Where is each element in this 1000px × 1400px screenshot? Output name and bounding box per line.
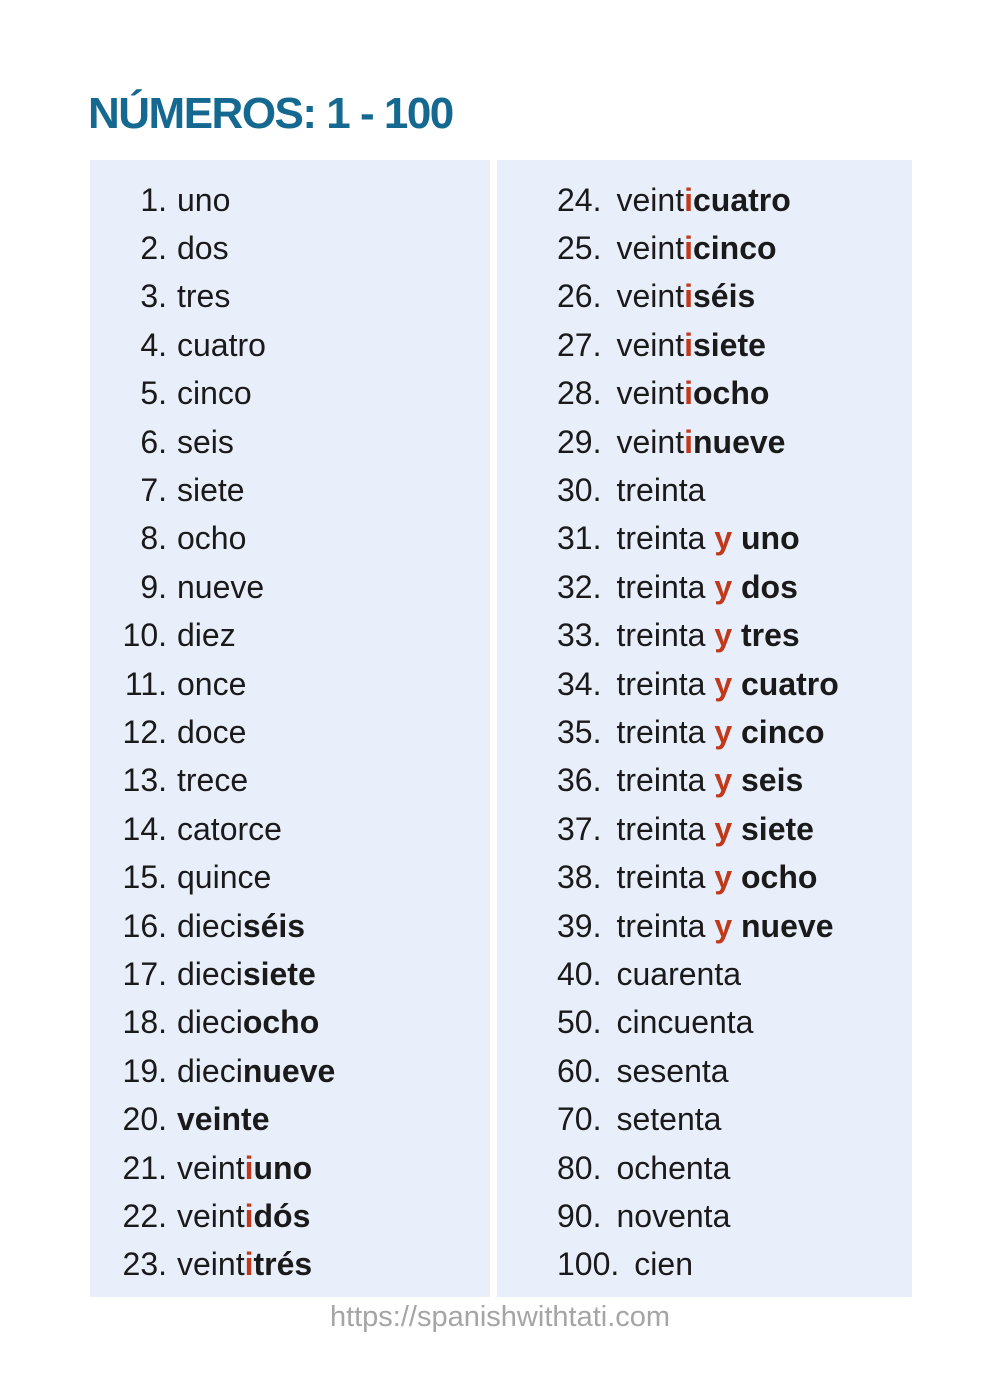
item-number: 18. <box>122 1004 167 1041</box>
list-item <box>497 370 912 418</box>
item-number: 7. <box>140 472 167 509</box>
list-item <box>497 805 912 853</box>
item-number: 17. <box>122 955 167 992</box>
list-item <box>497 515 912 563</box>
numbers-list-left <box>90 176 490 1289</box>
list-item <box>90 999 490 1047</box>
list-item <box>497 176 912 224</box>
list-item <box>497 999 912 1047</box>
list-item <box>497 224 912 272</box>
item-word: setenta <box>616 1101 722 1138</box>
item-number: 39. <box>557 907 602 944</box>
item-number: 60. <box>557 1052 602 1089</box>
list-item <box>497 1095 912 1143</box>
item-number: 50. <box>557 1004 602 1041</box>
item-number: 15. <box>122 859 167 896</box>
item-word: quince <box>177 859 272 896</box>
item-number: 14. <box>122 810 167 847</box>
item-number: 6. <box>140 423 167 460</box>
item-number: 29. <box>557 423 602 460</box>
item-word: ocho <box>177 520 247 557</box>
item-number: 10. <box>122 617 167 654</box>
item-word: dieciocho <box>177 1004 320 1041</box>
item-word: dieciséis <box>177 907 306 944</box>
item-word: nueve <box>177 568 265 605</box>
item-word: treinta y siete <box>616 810 814 847</box>
item-word: veinte <box>177 1101 270 1138</box>
list-item <box>497 1192 912 1240</box>
item-number: 100. <box>557 1246 620 1283</box>
list-item <box>90 1192 490 1240</box>
footer-url: https://spanishwithtati.com <box>329 1301 671 1333</box>
list-item <box>497 1047 912 1095</box>
item-word: noventa <box>616 1197 731 1234</box>
list-item <box>90 805 490 853</box>
item-word: veintiuno <box>177 1149 313 1186</box>
item-word: doce <box>177 713 247 750</box>
list-item <box>497 902 912 950</box>
list-item <box>497 660 912 708</box>
list-item <box>497 273 912 321</box>
item-word: treinta y seis <box>616 762 804 799</box>
list-item <box>90 321 490 369</box>
item-number: 24. <box>557 181 602 218</box>
list-item <box>90 902 490 950</box>
item-word: trece <box>177 762 249 799</box>
item-number: 23. <box>122 1246 167 1283</box>
item-number: 12. <box>122 713 167 750</box>
item-number: 35. <box>557 713 602 750</box>
item-number: 2. <box>140 230 167 267</box>
item-word: diecinueve <box>177 1052 336 1089</box>
item-number: 5. <box>140 375 167 412</box>
item-word: diez <box>177 617 236 654</box>
item-word: cien <box>634 1246 693 1283</box>
item-word: once <box>177 665 247 702</box>
item-number: 3. <box>140 278 167 315</box>
item-word: veintidós <box>177 1197 311 1234</box>
item-word: veintiséis <box>616 278 756 315</box>
numbers-panel-left <box>90 160 490 1297</box>
item-number: 90. <box>557 1197 602 1234</box>
list-item <box>90 224 490 272</box>
list-item <box>90 1095 490 1143</box>
item-word: uno <box>177 181 231 218</box>
item-number: 70. <box>557 1101 602 1138</box>
list-item <box>90 950 490 998</box>
item-word: veintitrés <box>177 1246 313 1283</box>
list-item <box>90 660 490 708</box>
item-number: 34. <box>557 665 602 702</box>
list-item <box>90 1144 490 1192</box>
item-word: veinticinco <box>616 230 777 267</box>
item-word: treinta y tres <box>616 617 800 654</box>
item-number: 36. <box>557 762 602 799</box>
item-word: tres <box>177 278 231 315</box>
item-word: veintisiete <box>616 326 766 363</box>
list-item <box>90 563 490 611</box>
list-item <box>90 1241 490 1289</box>
list-item <box>90 273 490 321</box>
list-item <box>497 757 912 805</box>
item-word: treinta <box>616 472 706 509</box>
item-number: 1. <box>140 181 167 218</box>
item-word: veintinueve <box>616 423 786 460</box>
list-item <box>497 563 912 611</box>
item-number: 16. <box>122 907 167 944</box>
item-word: treinta y cinco <box>616 713 825 750</box>
item-word: veinticuatro <box>616 181 791 218</box>
item-word: veintiocho <box>616 375 770 412</box>
item-number: 8. <box>140 520 167 557</box>
item-number: 4. <box>140 326 167 363</box>
item-number: 22. <box>122 1197 167 1234</box>
item-number: 33. <box>557 617 602 654</box>
list-item <box>497 708 912 756</box>
item-number: 20. <box>122 1101 167 1138</box>
numbers-panel-right <box>497 160 912 1297</box>
item-number: 37. <box>557 810 602 847</box>
list-item <box>90 515 490 563</box>
list-item <box>497 321 912 369</box>
item-number: 40. <box>557 955 602 992</box>
item-word: ochenta <box>616 1149 731 1186</box>
item-number: 11. <box>124 665 167 702</box>
item-number: 21. <box>122 1149 167 1186</box>
item-number: 19. <box>122 1052 167 1089</box>
item-word: treinta y ocho <box>616 859 818 896</box>
list-item <box>497 466 912 514</box>
number-columns <box>90 160 912 1297</box>
item-word: treinta y dos <box>616 568 798 605</box>
item-word: diecisiete <box>177 955 316 992</box>
item-number: 30. <box>557 472 602 509</box>
item-word: treinta y cuatro <box>616 665 839 702</box>
item-number: 25. <box>557 230 602 267</box>
list-item <box>90 757 490 805</box>
item-word: seis <box>177 423 234 460</box>
list-item <box>90 176 490 224</box>
list-item <box>90 466 490 514</box>
item-number: 26. <box>557 278 602 315</box>
page-title: NÚMEROS: 1 - 100 <box>88 89 453 138</box>
item-word: sesenta <box>616 1052 729 1089</box>
item-number: 38. <box>557 859 602 896</box>
list-item <box>90 370 490 418</box>
list-item <box>497 950 912 998</box>
numbers-list-right <box>497 176 912 1289</box>
list-item <box>90 708 490 756</box>
list-item <box>497 612 912 660</box>
list-item <box>497 853 912 901</box>
item-word: catorce <box>177 810 282 847</box>
item-number: 32. <box>557 568 602 605</box>
item-number: 80. <box>557 1149 602 1186</box>
item-number: 27. <box>557 326 602 363</box>
item-number: 13. <box>122 762 167 799</box>
item-word: dos <box>177 230 229 267</box>
list-item <box>90 612 490 660</box>
item-word: cuatro <box>177 326 266 363</box>
item-word: treinta y uno <box>616 520 800 557</box>
list-item <box>497 418 912 466</box>
list-item <box>497 1241 912 1289</box>
item-number: 9. <box>140 568 167 605</box>
list-item <box>90 853 490 901</box>
item-word: treinta y nueve <box>616 907 834 944</box>
item-word: cinco <box>177 375 252 412</box>
item-word: siete <box>177 472 245 509</box>
item-word: cincuenta <box>616 1004 754 1041</box>
item-number: 28. <box>557 375 602 412</box>
list-item <box>90 418 490 466</box>
item-word: cuarenta <box>616 955 742 992</box>
list-item <box>497 1144 912 1192</box>
list-item <box>90 1047 490 1095</box>
item-number: 31. <box>557 520 602 557</box>
